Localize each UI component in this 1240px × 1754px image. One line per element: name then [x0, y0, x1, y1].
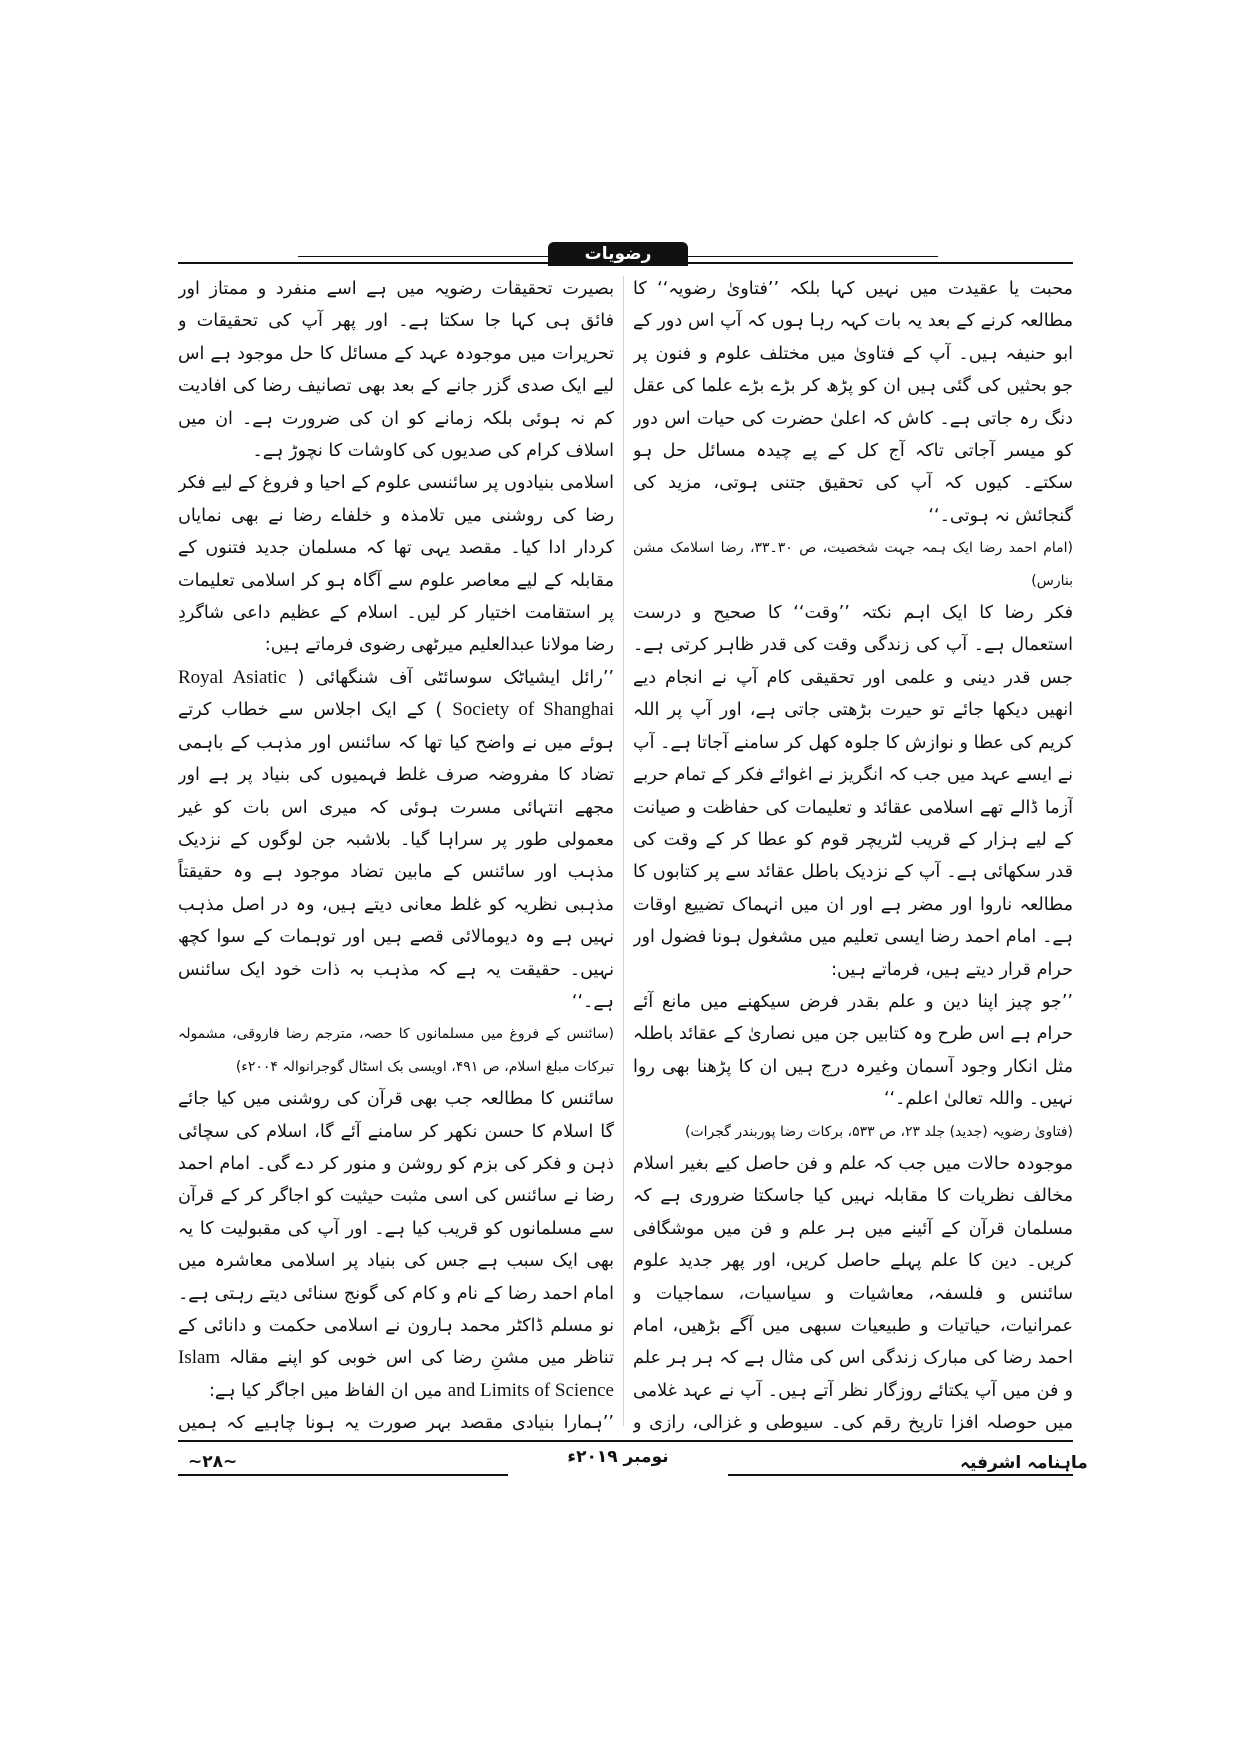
left-quote-1-english: Royal Asiatic Society of Shanghai [178, 666, 614, 721]
right-quote-1: ’’جو چیز اپنا دین و علم بقدر فرض سیکھنے میں مانع آئے حرام ہے اس طرح وہ کتابیں جن میں نصاریٰ کے عقائد باطلہ مثل انکار وجود آسمان وغیرہ درج ہیں ان کا پڑھنا بھی روا نہیں۔ واللہ تعالیٰ اعلم۔‘‘ [633, 991, 1073, 1110]
left-paragraph-3 [178, 1083, 614, 1407]
right-column [633, 273, 1073, 1433]
header-rule-right-inner [688, 256, 938, 257]
section-title-tab: رضویات [548, 242, 688, 266]
left-quote-2: ’’ہمارا بنیادی مقصد بہر صورت یہ ہونا چاہیے کہ ہمیں [178, 1413, 614, 1433]
left-quote-1-rest: ) کے ایک اجلاس سے خطاب کرتے ہوئے میں نے واضح کیا تھا کہ سائنس اور مذہب کے باہمی تضاد کا مفروضہ صرف غلط فہمیوں کی بنیاد پر ہے اور مجھے انتہائی مسرت ہوئی کہ میری اس بات کو غیر معمولی طور پر سراہا گیا۔ بلاشبہ جن لوگوں کے نزدیک مذہب اور سائنس کے مابین تضاد موجود ہے وہ حقیقتاً مذہبی نظریہ کو غلط معانی دیتے ہیں، وہ در اصل مذہب نہیں ہے وہ دیومالائی قصے ہیں اور توہمات کے سوا کچھ نہیں۔ حقیقت یہ ہے کہ مذہب بہ ذات خود ایک سائنس ہے۔‘‘ [178, 700, 614, 1012]
header-rule-left-inner [298, 256, 548, 257]
left-paragraph-1: بصیرت تحقیقات رضویہ میں ہے اسے منفرد و ممتاز اور فائق ہی کہا جا سکتا ہے۔ اور پھر آپ کی تحقیقات و تحریرات میں موجودہ عہد کے مسائل کا حل موجود ہے اس لیے ایک صدی گزر جانے کے بعد بھی تصانیف رضا کی افادیت کم نہ ہوئی بلکہ زمانے کو ان کی ضرورت ہے۔ ان میں اسلاف کرام کی صدیوں کی کاوشات کا نچوڑ ہے۔ [178, 279, 614, 462]
left-reference-1: (سائنس کے فروغ میں مسلمانوں کا حصہ، مترجم رضا فاروقی، مشمولہ تبرکات مبلغ اسلام، ص ۴۹۱، اویسی بک اسٹال گوجرانوالہ ۲۰۰۴ء) [178, 1026, 614, 1075]
left-paragraph-2: اسلامی بنیادوں پر سائنسی علوم کے احیا و فروغ کے لیے فکر رضا کی روشنی میں تلامذہ و خلفاے رضا نے بھی نمایاں کردار ادا کیا۔ مقصد یہی تھا کہ مسلمان جدید فتنوں کے مقابلہ کے لیے معاصر علوم سے آگاہ ہو کر اسلامی تعلیمات پر استقامت اختیار کر لیں۔ اسلام کے عظیم داعی شاگردِ رضا مولانا عبدالعلیم میرٹھی رضوی فرماتے ہیں: [178, 473, 614, 656]
right-paragraph-2: فکر رضا کا ایک اہم نکتہ ’’وقت‘‘ کا صحیح و درست استعمال ہے۔ آپ کی زندگی وقت کی قدر ظاہر کرتی ہے۔ جس قدر دینی و علمی اور تحقیقی کام آپ نے انجام دیے انھیں دیکھا جائے تو حیرت بڑھتی جاتی ہے، اور آپ پر اللہ کریم کی عطا و نوازش کا جلوہ کھل کر سامنے آجاتا ہے۔ آپ نے ایسے عہد میں جب کہ انگریز نے اغوائے فکر کے تمام حربے آزما ڈالے تھے اسلامی عقائد و تعلیمات کی حفاظت و صیانت کے لیے ہزار کے قریب لٹریچر قوم کو عطا کر کے وقت کی قدر سکھائی ہے۔ آپ کے نزدیک باطل عقائد سے پر کتابوں کا مطالعہ ناروا اور مضر ہے اور ان میں انہماک تضییع اوقات ہے۔ امام احمد رضا ایسی تعلیم میں مشغول ہونا فضول اور حرام قرار دیتے ہیں، فرماتے ہیں: [633, 603, 1073, 980]
left-paragraph-3-english: Islam and Limits of Science [178, 1347, 614, 1401]
header-rule-right [688, 262, 1073, 264]
page-number: ~۲۸~ [188, 1452, 238, 1472]
issue-date: نومبر ۲۰۱۹ء [567, 1447, 669, 1467]
footer-rule-bottom-left [178, 1474, 508, 1476]
right-paragraph-3: موجودہ حالات میں جب کہ علم و فن حاصل کیے بغیر اسلام مخالف نظریات کا مقابلہ نہیں کیا جاسکتا ضروری ہے کہ مسلمان قرآن کے آئینے میں ہر علم و فن میں موشگافی کریں۔ دین کا علم پہلے حاصل کریں، اور پھر جدید علوم سائنس و فلسفہ، معاشیات و سیاسیات، سماجیات و عمرانیات، حیاتیات و طبیعیات سبھی میں آگے بڑھیں، امام احمد رضا کی مبارک زندگی اس کی مثال ہے کہ ہر ہر علم و فن میں آپ یکتائے روزگار نظر آتے ہیں۔ آپ نے عہد غلامی میں حوصلہ افزا تاریخ رقم کی۔ سیوطی و غزالی، رازی و [633, 1153, 1073, 1433]
left-column [178, 273, 614, 1433]
right-reference-1: (امام احمد رضا ایک ہمہ جہت شخصیت، ص ۳۰۔۳۳، رضا اسلامک مشن بنارس) [633, 540, 1073, 589]
column-divider [623, 276, 624, 1426]
right-paragraph-1: محبت یا عقیدت میں نہیں کہا بلکہ ’’فتاویٰ رضویہ‘‘ کا مطالعہ کرنے کے بعد یہ بات کہہ رہا ہوں کہ آپ اس دور کے ابو حنیفہ ہیں۔ آپ کے فتاویٰ میں مختلف علوم و فنون پر جو بحثیں کی گئی ہیں ان کو پڑھ کر بڑے بڑے علما کی عقل دنگ رہ جاتی ہے۔ کاش کہ اعلیٰ حضرت کی حیات اس دور کو میسر آجاتی تاکہ آج کل کے پے چیدہ مسائل حل ہو سکتے۔ کیوں کہ آپ کی تحقیق جتنی ہوتی، مزید کی گنجائش نہ ہوتی۔‘‘ [633, 279, 1073, 526]
magazine-name: ماہنامہ اشرفیہ [960, 1453, 1088, 1473]
footer-rule-bottom-right [728, 1474, 1073, 1476]
left-paragraph-3-text: سائنس کا مطالعہ جب بھی قرآن کی روشنی میں کیا جائے گا اسلام کا حسن نکھر کر سامنے آئے گا، اسلام کی سچائی ذہن و فکر کی بزم کو روشن و منور کر دے گی۔ امام احمد رضا نے سائنس کی اسی مثبت حیثیت کو اجاگر کر کے قرآن سے مسلمانوں کو قریب کیا ہے۔ اور آپ کی مقبولیت کا یہ بھی ایک سبب ہے جس کی بنیاد پر اسلامی معاشرہ میں امام احمد رضا کے نام و کام کی گونج سنائی دیتے رہتی ہے۔ نو مسلم ڈاکٹر محمد ہارون نے اسلامی حکمت و دانائی کے تناظر میں مشنِ رضا کی اس خوبی کو اپنے مقالہ [178, 1089, 614, 1369]
left-paragraph-3-end: میں ان الفاظ میں اجاگر کیا ہے: [208, 1380, 443, 1401]
left-quote-1-start: ’’رائل ایشیاٹک سوسائٹی آف شنگھائی ( [297, 667, 614, 688]
header-rule-left [178, 262, 548, 264]
left-quote-1 [178, 662, 614, 1018]
right-reference-2: (فتاویٰ رضویہ (جدید) جلد ۲۳، ص ۵۳۳، برکات رضا پوربندر گجرات) [685, 1123, 1073, 1140]
